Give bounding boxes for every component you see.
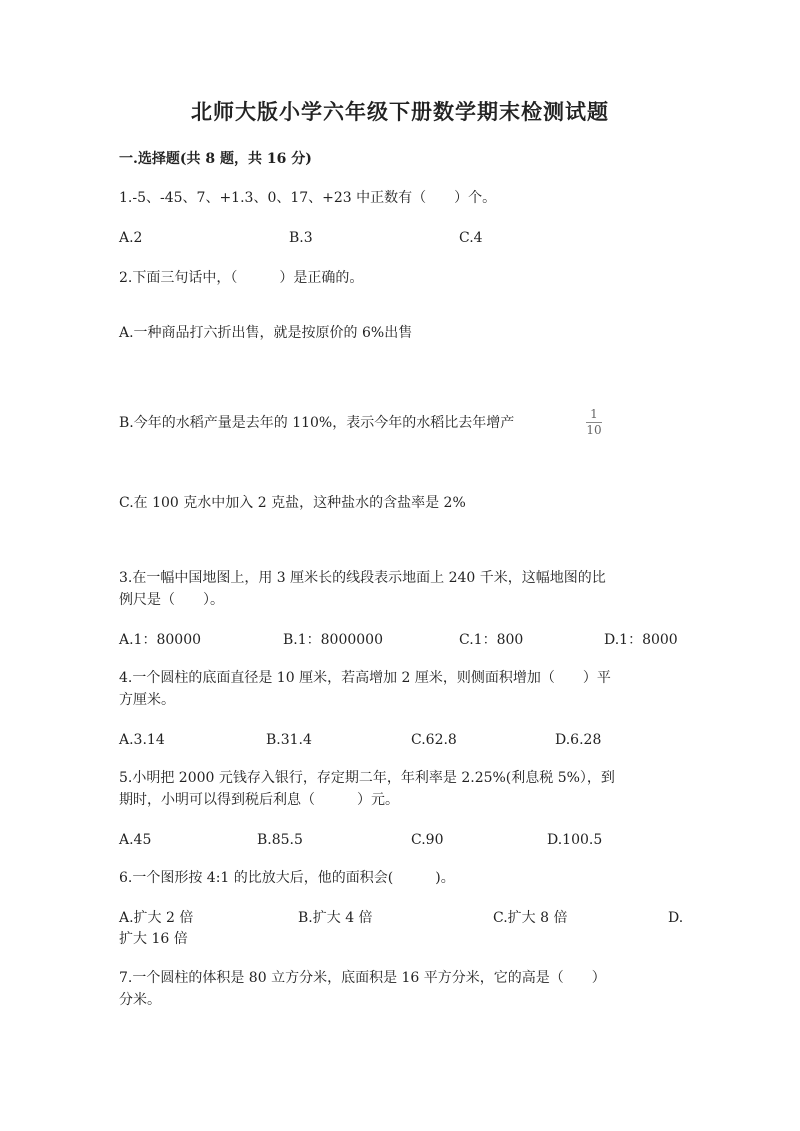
question-6-option-a: A.扩大 2 倍: [119, 910, 194, 926]
question-3-line-1: 3.在一幅中国地图上，用 3 厘米长的线段表示地面上 240 千米，这幅地图的比: [119, 570, 606, 586]
question-6-option-c: C.扩大 8 倍: [493, 910, 568, 926]
question-3-option-d: D.1：8000: [604, 632, 678, 648]
fraction-one-tenth: [584, 408, 604, 437]
question-5-option-d: D.100.5: [547, 832, 603, 848]
question-3-option-b: B.1：8000000: [283, 632, 383, 648]
question-5-option-a: A.45: [119, 832, 152, 848]
question-2-option-b: B.今年的水稻产量是去年的 110%，表示今年的水稻比去年增产: [119, 415, 515, 431]
question-4-option-c: C.62.8: [411, 732, 457, 748]
question-2-stem: 2.下面三句话中，（ ）是正确的。: [119, 270, 364, 286]
section-heading-choice: 一.选择题(共 8 题，共 16 分): [119, 151, 312, 167]
question-1-stem: 1.-5、-45、7、+1.3、0、17、+23 中正数有（ ）个。: [119, 190, 497, 206]
question-2-option-c: C.在 100 克水中加入 2 克盐，这种盐水的含盐率是 2%: [119, 495, 466, 511]
question-7-line-2: 分米。: [119, 992, 161, 1008]
question-3-option-a: A.1：80000: [119, 632, 202, 648]
question-4-line-2: 方厘米。: [119, 692, 175, 708]
question-6-option-d-text: 扩大 16 倍: [119, 931, 188, 947]
question-4-option-b: B.31.4: [266, 732, 312, 748]
question-5-option-b: B.85.5: [257, 832, 303, 848]
question-6-option-d: D.: [668, 910, 684, 926]
question-5-option-c: C.90: [411, 832, 444, 848]
question-4-option-a: A.3.14: [119, 732, 165, 748]
question-6-option-b: B.扩大 4 倍: [298, 910, 373, 926]
question-6-stem: 6.一个图形按 4:1 的比放大后，他的面积会( )。: [119, 870, 455, 886]
question-3-line-2: 例尺是（ ）。: [119, 592, 224, 608]
question-2-option-a: A.一种商品打六折出售，就是按原价的 6%出售: [119, 325, 413, 341]
question-7-line-1: 7.一个圆柱的体积是 80 立方分米，底面积是 16 平方分米，它的高是（ ）: [119, 970, 606, 986]
question-3-option-c: C.1：800: [459, 632, 524, 648]
question-4-line-1: 4.一个圆柱的底面直径是 10 厘米，若高增加 2 厘米，则侧面积增加（ ）平: [119, 670, 611, 686]
question-4-option-d: D.6.28: [555, 732, 602, 748]
question-1-option-a: A.2: [119, 230, 143, 246]
fraction-numerator: 1: [590, 407, 598, 421]
fraction-denominator: 10: [586, 423, 602, 437]
question-1-option-b: B.3: [289, 230, 313, 246]
question-1-option-c: C.4: [459, 230, 483, 246]
question-5-line-1: 5.小明把 2000 元钱存入银行，存定期二年，年利率是 2.25%(利息税 5%），到: [119, 770, 615, 786]
page-title: 北师大版小学六年级下册数学期末检测试题: [191, 99, 609, 124]
question-5-line-2: 期时，小明可以得到税后利息（ ）元。: [119, 792, 399, 808]
